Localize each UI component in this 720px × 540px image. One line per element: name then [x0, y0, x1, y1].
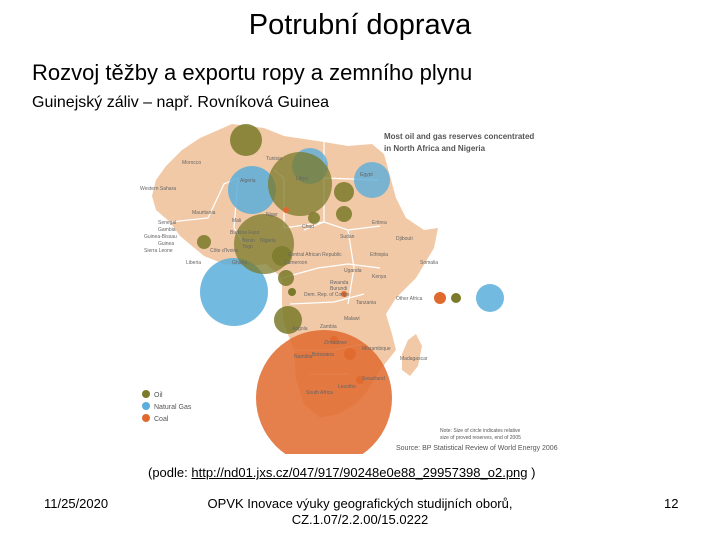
label-sierra-leone: Sierra Leone [144, 248, 173, 254]
legend-coal-swatch [142, 414, 150, 422]
label-swaziland: Swaziland [362, 376, 385, 382]
label-morocco: Morocco [182, 160, 202, 166]
circle-senegal-oil [197, 235, 211, 249]
footer-project-line1: OPVK Inovace výuky geografických studijních oborů, [207, 496, 513, 511]
label-ghana: Ghana [232, 260, 248, 266]
footer-project [180, 496, 540, 528]
label-tanzania: Tanzania [356, 300, 377, 306]
label-sudan: Sudan [340, 234, 355, 240]
label-libya: Libya [296, 176, 308, 182]
label-mauritania: Mauritania [192, 210, 216, 216]
label-senegal: Senegal [158, 220, 177, 226]
legend-coal-label: Coal [154, 416, 169, 423]
label-ethiopia: Ethiopia [370, 252, 389, 258]
label-uganda: Uganda [344, 268, 362, 274]
label-botswana: Botswana [312, 352, 334, 358]
map-note-line1: Note: Size of circle indicates relative [440, 428, 521, 434]
label-mozambique: Mozambique [362, 346, 391, 352]
image-source [148, 465, 535, 481]
label-gambia: Gambia [158, 227, 176, 233]
label-western-sahara: Western Sahara [140, 186, 177, 192]
label-burkina-faso: Burkina Faso [230, 230, 260, 236]
label-cote-divoire: Côte d'Ivoire [210, 248, 238, 254]
label-dr-congo: Dem. Rep. of Congo [304, 292, 350, 298]
map-note-line2: size of proved reserves, end of 2005 [440, 435, 521, 441]
label-egypt: Egypt [360, 172, 373, 178]
label-other-africa: Other Africa [396, 296, 423, 302]
source-suffix: ) [527, 465, 536, 480]
circle-other-gas [476, 284, 504, 312]
circle-egypt-gas [354, 162, 390, 198]
circle-gabon-oil [278, 270, 294, 286]
label-niger: Niger [266, 212, 278, 218]
label-togo: Togo [242, 244, 253, 250]
label-south-africa: South Africa [306, 390, 333, 396]
label-benin: Benin [242, 238, 255, 244]
circle-congo-oil [288, 288, 296, 296]
circle-algeria-oil [230, 124, 262, 156]
label-namibia: Namibia [294, 354, 313, 360]
circle-chad-oil [308, 212, 320, 224]
map-headline-line1: Most oil and gas reserves concentrated [384, 132, 535, 141]
label-madagascar: Madagascar [400, 356, 428, 362]
source-prefix: (podle: [148, 465, 192, 480]
label-car: Central African Republic [288, 252, 342, 258]
label-zambia: Zambia [320, 324, 337, 330]
map-legend [142, 390, 192, 423]
label-kenya: Kenya [372, 274, 387, 280]
source-link[interactable]: http://nd01.jxs.cz/047/917/90248e0e88_29957398_o2.png [191, 465, 528, 480]
label-mali: Mali [232, 218, 242, 224]
circle-other-coal [434, 292, 446, 304]
map-headline-line2: in North Africa and Nigeria [384, 144, 486, 153]
legend-gas-label: Natural Gas [154, 404, 192, 411]
circle-egypt-oil [334, 182, 354, 202]
label-liberia: Liberia [186, 260, 202, 266]
slide-subtitle: Rozvoj těžby a exportu ropy a zemního plynu [32, 60, 473, 85]
legend-oil-label: Oil [154, 392, 163, 399]
label-guinea: Guinea [158, 241, 175, 247]
label-algeria: Algeria [240, 178, 256, 184]
africa-map-svg [134, 118, 574, 454]
label-guinea-bissau: Guinea-Bissau [144, 234, 177, 240]
label-chad: Chad [302, 224, 314, 230]
map-source-credit: Source: BP Statistical Review of World Energy 2006 [396, 445, 558, 452]
circle-other-oil [451, 293, 461, 303]
footer-date: 11/25/2020 [44, 496, 109, 511]
africa-reserves-map [134, 118, 574, 454]
circle-sudan-oil [336, 206, 352, 222]
circle-algeria-coal [283, 207, 289, 213]
label-somalia: Somalia [420, 260, 439, 266]
label-eritrea: Eritrea [372, 220, 387, 226]
label-djibouti: Djibouti [396, 236, 413, 242]
label-nigeria: Nigeria [260, 238, 276, 244]
label-zimbabwe: Zimbabwe [324, 340, 348, 346]
legend-oil-swatch [142, 390, 150, 398]
madagascar-landmass [402, 334, 422, 376]
label-burundi: Burundi [330, 286, 348, 292]
page-number: 12 [664, 496, 679, 511]
slide-title: Potrubní doprava [248, 9, 472, 41]
slide-subtitle-secondary: Guinejský záliv – např. Rovníková Guinea [32, 94, 330, 111]
legend-gas-swatch [142, 402, 150, 410]
label-rwanda: Rwanda [330, 280, 349, 286]
label-angola: Angola [292, 326, 308, 332]
label-malawi: Malawi [344, 316, 360, 322]
label-tunisia: Tunisia [266, 156, 282, 162]
footer-project-line2: CZ.1.07/2.2.00/15.0222 [291, 512, 429, 527]
label-cameroon: Cameroon [284, 260, 308, 266]
label-lesotho: Lesotho [338, 384, 356, 390]
